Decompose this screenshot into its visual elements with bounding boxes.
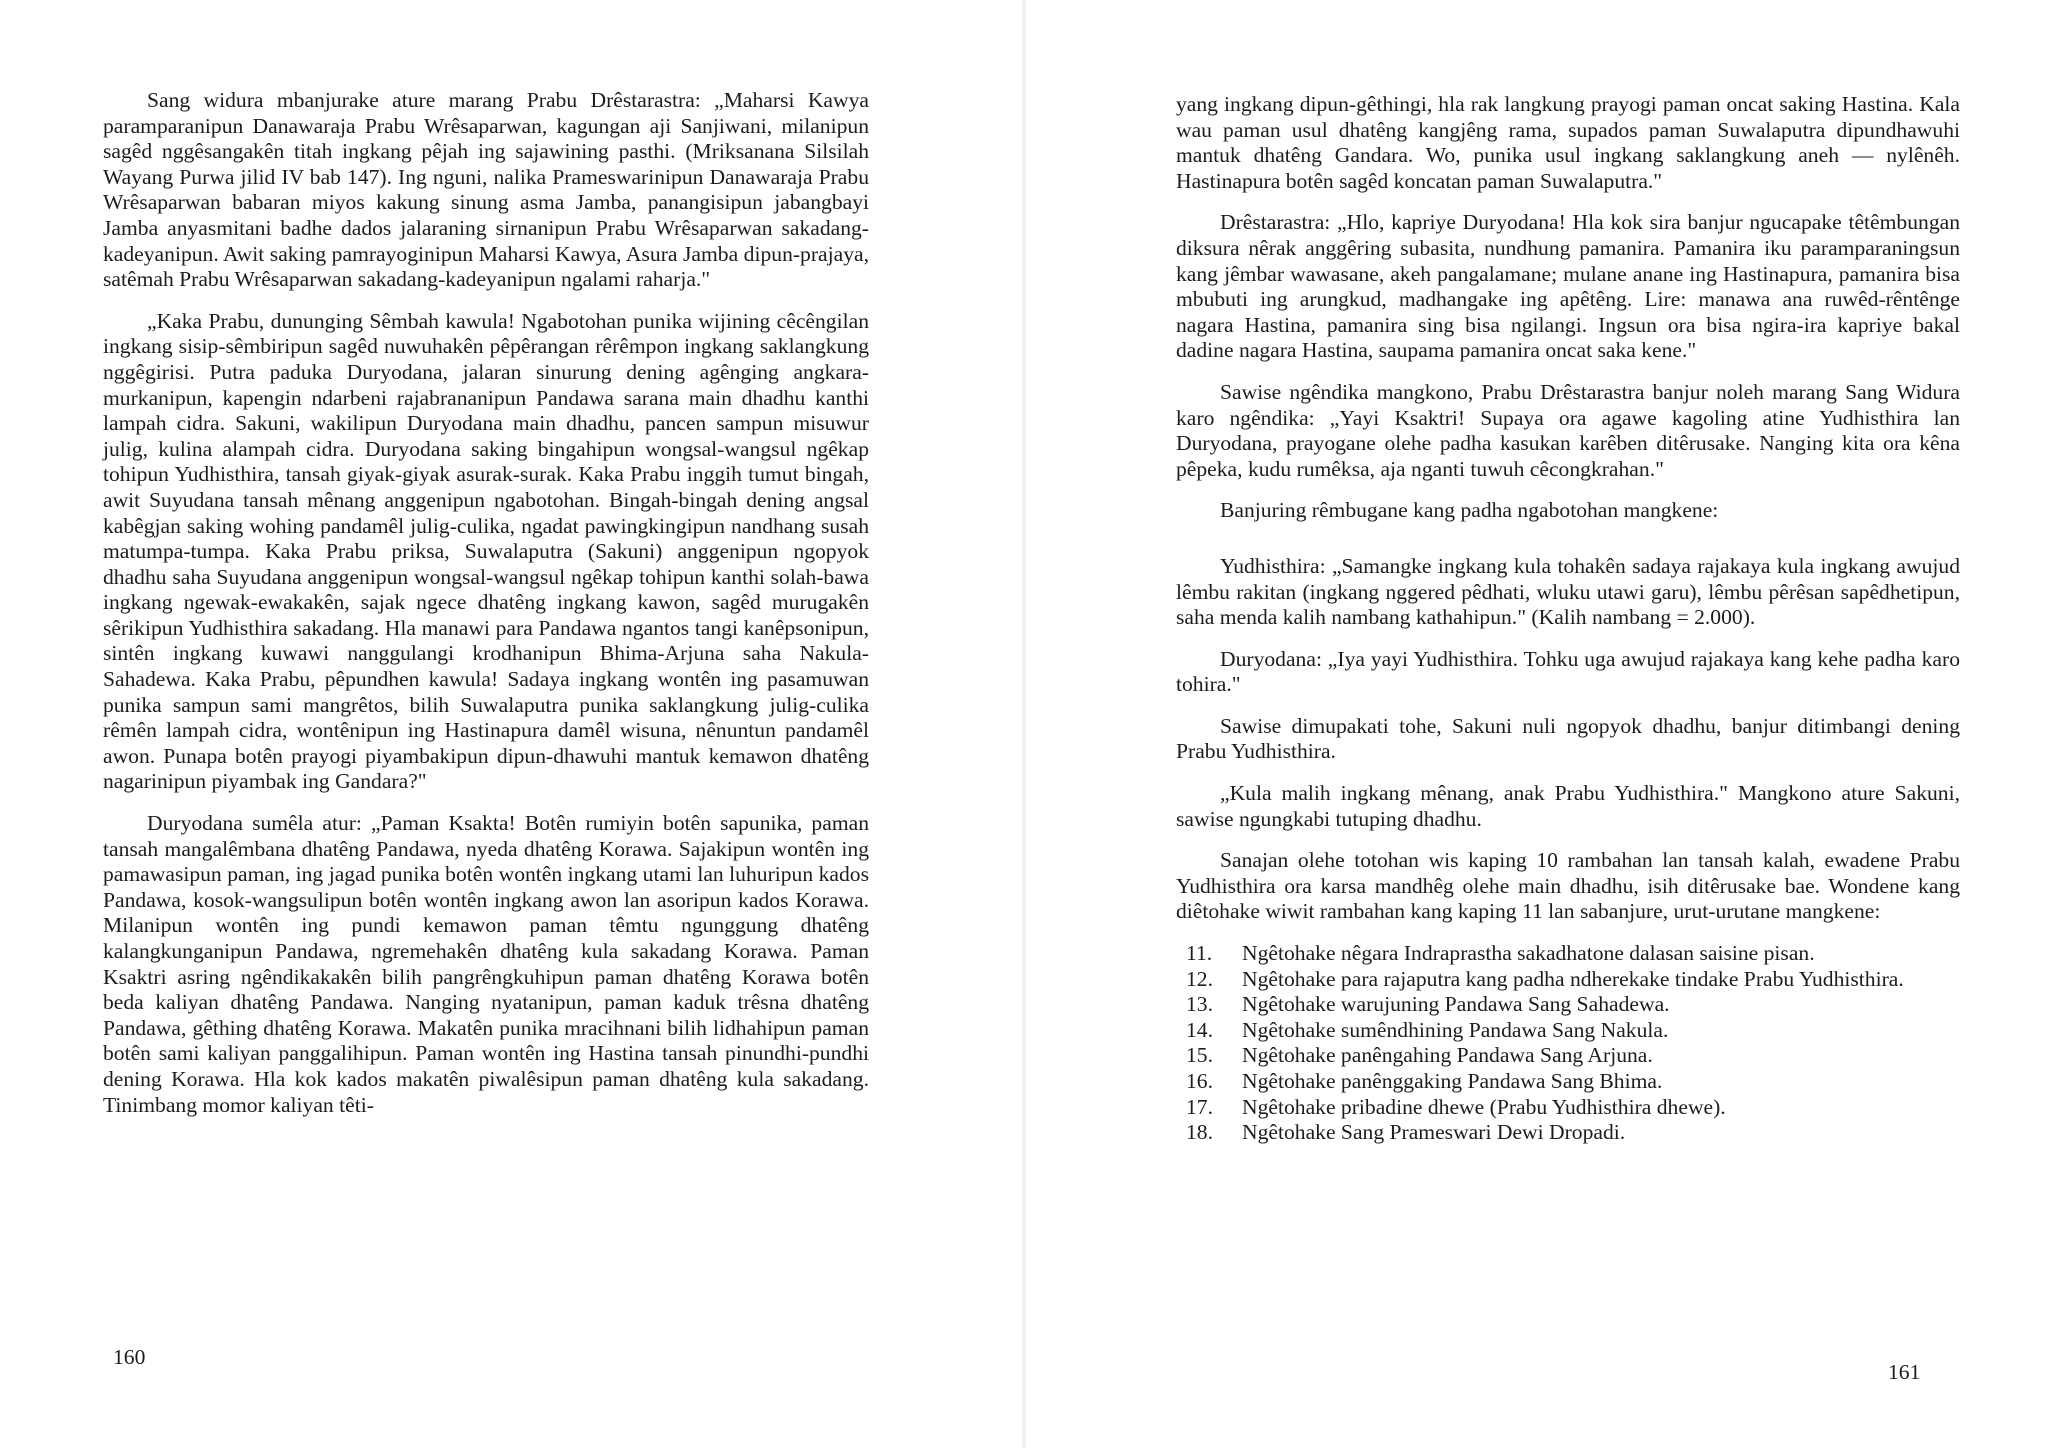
list-item-text: Ngêtohake pribadine dhewe (Prabu Yudhisthira dhewe). — [1242, 1094, 1726, 1119]
list-item — [1176, 941, 1960, 967]
page-number: 161 — [1888, 1360, 1921, 1384]
paragraph: Sang widura mbanjurake ature marang Prabu Drêstarastra: „Maharsi Kawya paramparanipun Danawaraja Prabu Wrêsaparwan, kagungan aji Sanjiwani, milanipun sagêd nggêsangakên titah ingkang pêjah ing sajawining pasthi. (Mriksanana Silsilah Wayang Purwa jilid IV bab 147). Ing nguni, nalika Prameswarinipun Danawaraja Prabu Wrêsaparwan babaran miyos kakung sinung asma Jamba, panangisipun jabangbayi Jamba anyasmitani badhe dados jalaraning sirnanipun Prabu Wrêsaparwan sakadang-kadeyanipun. Awit saking pamrayoginipun Maharsi Kawya, Asura Jamba dipun-prajaya, satêmah Prabu Wrêsaparwan sakadang-kadeyanipun ngalami raharja." — [103, 88, 869, 292]
list-item-text: Ngêtohake warujuning Pandawa Sang Sahadewa. — [1242, 992, 1670, 1017]
list-item — [1176, 992, 1960, 1018]
list-item — [1176, 1069, 1960, 1095]
list-item-number: 18. — [1186, 1120, 1213, 1145]
paragraph: Banjuring rêmbugane kang padha ngabotohan mangkene: — [1220, 498, 1719, 523]
paragraph: „Kaka Prabu, dununging Sêmbah kawula! Ngabotohan punika wijining cêcêngilan ingkang sisip-sêmbiripun sagêd nuwuhakên pêpêrangan rêrêmpon ingkang saklangkung nggêgirisi. Putra paduka Duryodana, jalaran sinurung dening agênging angkara-murkanipun, kapengin ndarbeni rajabrananipun Pandawa sarana main dhadhu kanthi lampah cidra. Sakuni, wakilipun Duryodana main dhadhu, pancen sampun misuwur julig, kulina alampah cidra. Duryodana saking bingahipun wongsal-wangsul ngêkap tohipun Yudhisthira, tansah giyak-giyak asurak-surak. Kaka Prabu inggih tumut bingah, awit Suyudana tansah mênang anggenipun ngabotohan. Bingah-bingah dening angsal kabêgjan saking wohing pandamêl julig-culika, ngadat pawingkingipun nandhang susah matumpa-tumpa. Kaka Prabu priksa, Suwalaputra (Sakuni) anggenipun ngopyok dhadhu saha Suyudana anggenipun wongsal-wangsul ngêkap tohipun kanthi solah-bawa ingkang ngewak-ewakakên, sajak ngece dhatêng ingkang kawon, sagêd murugakên sêrikipun Yudhisthira sakadang. Hla manawi para Pandawa ngantos tangi kanêpsonipun, sintên ingkang kuwawi nanggulangi krodhanipun Bhima-Arjuna saha Nakula-Sahadewa. Kaka Prabu, pêpundhen kawula! Sadaya ingkang wontên ing pasamuwan punika sampun sami mangrêtos, bilih Suwalaputra punika saklangkung julig-culika rêmên lampah cidra, wontênipun ing Hastinapura damêl wisuna, nênuntun pandamêl awon. Punapa botên prayogi piyambakipun dipun-dhawuhi mantuk kemawon dhatêng nagarinipun piyambak ing Gandara?" — [103, 308, 869, 794]
list-item-number: 12. — [1186, 966, 1213, 991]
list-item-number: 17. — [1186, 1094, 1213, 1119]
list-item — [1176, 1120, 1960, 1146]
list-item-number: 15. — [1186, 1043, 1213, 1068]
paragraph: Duryodana: „Iya yayi Yudhisthira. Tohku uga awujud rajakaya kang kehe padha karo tohira." — [1176, 646, 1960, 697]
list-item — [1176, 1018, 1960, 1044]
list-item-number: 16. — [1186, 1069, 1213, 1093]
list-item-text: Ngêtohake para rajaputra kang padha ndherekake tindake Prabu Yudhisthira. — [1242, 966, 1904, 991]
right-page — [1024, 0, 2048, 1448]
paragraph: Sawise ngêndika mangkono, Prabu Drêstarastra banjur noleh marang Sang Widura karo ngêndika: „Yayi Ksaktri! Supaya ora agawe kagoling atine Yudhisthira lan Duryodana, prayogane olehe padha kasukan karêben ditêrusake. Nanging kita ora kêna pêpeka, kudu rumêksa, aja nganti tuwuh cêcongkrahan." — [1176, 379, 1960, 481]
list-item-text: Ngêtohake panênggaking Pandawa Sang Bhima. — [1242, 1069, 1663, 1093]
paragraph: Duryodana sumêla atur: „Paman Ksakta! Botên rumiyin botên sapunika, paman tansah mangalêmbana dhatêng Pandawa, nyeda dhatêng Korawa. Sajakipun wontên ing pamawasipun paman, ing jagad punika botên wontên ingkang utami lan luhuripun kados Pandawa, kosok-wangsulipun botên wontên ingkang awon lan asoripun kados Korawa. Milanipun wontên ing pundi kemawon paman têmtu ngunggung dhatêng kalangkunganipun Pandawa, ngremehakên dhatêng kula sakadang Korawa. Paman Ksaktri asring ngêndikakakên bilih pangrêngkuhipun paman dhatêng Korawa botên beda kaliyan dhatêng Pandawa. Nanging nyatanipun, paman kaduk trêsna dhatêng Pandawa, gêthing dhatêng Korawa. Makatên punika mracihnani bilih lidhahipun paman botên sami kaliyan panggalihipun. Paman wontên ing Hastina tansah pinundhi-pundhi dening Korawa. Hla kok kados makatên piwalêsipun paman dhatêng kula sakadang. Tinimbang momor kaliyan têti- — [103, 811, 869, 1117]
spacer — [1176, 540, 1960, 554]
list-item-text: Ngêtohake Sang Prameswari Dewi Dropadi. — [1242, 1120, 1626, 1145]
left-page-body — [103, 88, 869, 1134]
list-item-text: Ngêtohake panêngahing Pandawa Sang Arjuna. — [1242, 1043, 1653, 1068]
list-item — [1176, 967, 1960, 993]
list-item-text: Ngêtohake nêgara Indraprastha sakadhatone dalasan saisine pisan. — [1242, 941, 1815, 966]
list-item — [1176, 1043, 1960, 1069]
list-item-text: Ngêtohake sumêndhining Pandawa Sang Nakula. — [1242, 1017, 1669, 1042]
paragraph: Sawise dimupakati tohe, Sakuni nuli ngopyok dhadhu, banjur ditimbangi dening Prabu Yudhisthira. — [1176, 713, 1960, 764]
page-number: 160 — [113, 1345, 146, 1369]
list-item-number: 13. — [1186, 992, 1213, 1017]
wager-list — [1176, 941, 1960, 1146]
paragraph: „Kula malih ingkang mênang, anak Prabu Yudhisthira." Mangkono ature Sakuni, sawise ngungkabi tutuping dhadhu. — [1176, 781, 1960, 831]
list-item-number: 14. — [1186, 1017, 1213, 1042]
list-item-number: 11. — [1186, 941, 1213, 966]
list-item — [1176, 1095, 1960, 1121]
paragraph: Drêstarastra: „Hlo, kapriye Duryodana! Hla kok sira banjur ngucapake têtêmbungan diksura nêrak anggêring subasita, nundhung pamanira. Pamanira iku paramparaningsun kang jêmbar wawasane, akeh pangalamane; mulane anane ing Hastinapura, pamanira bisa mbubuti ing arungkud, madhangake ing apêtêng. Lire: manawa ana ruwêd-rêntênge nagara Hastina, pamanira sing bisa ngilangi. Ingsun ora bisa ngira-ira kapriye bakal dadine nagara Hastina, saupama pamanira oncat saka kene." — [1176, 210, 1960, 363]
paragraph: Yudhisthira: „Samangke ingkang kula tohakên sadaya rajakaya kula ingkang awujud lêmbu rakitan (ingkang nggered pêdhati, wluku utawi garu), lêmbu pêrêsan sapêdhetipun, saha menda kalih nambang kathahipun." (Kalih nambang = 2.000). — [1176, 553, 1960, 630]
right-page-body — [1176, 92, 1960, 1146]
paragraph: Sanajan olehe totohan wis kaping 10 rambahan lan tansah kalah, ewadene Prabu Yudhisthira ora karsa mandhêg olehe main dhadhu, isih ditêrusake bae. Wondene kang diêtohake wiwit rambahan kang kaping 11 lan sabanjure, urut-urutane mangkene: — [1176, 848, 1960, 924]
paragraph: yang ingkang dipun-gêthingi, hla rak langkung prayogi paman oncat saking Hastina. Kala wau paman usul dhatêng kangjêng rama, supados paman Suwalaputra dipundhawuhi mantuk dhatêng Gandara. Wo, punika usul ingkang saklangkung aneh — nylênêh. Hastinapura botên sagêd koncatan paman Suwalaputra." — [1176, 92, 1960, 193]
